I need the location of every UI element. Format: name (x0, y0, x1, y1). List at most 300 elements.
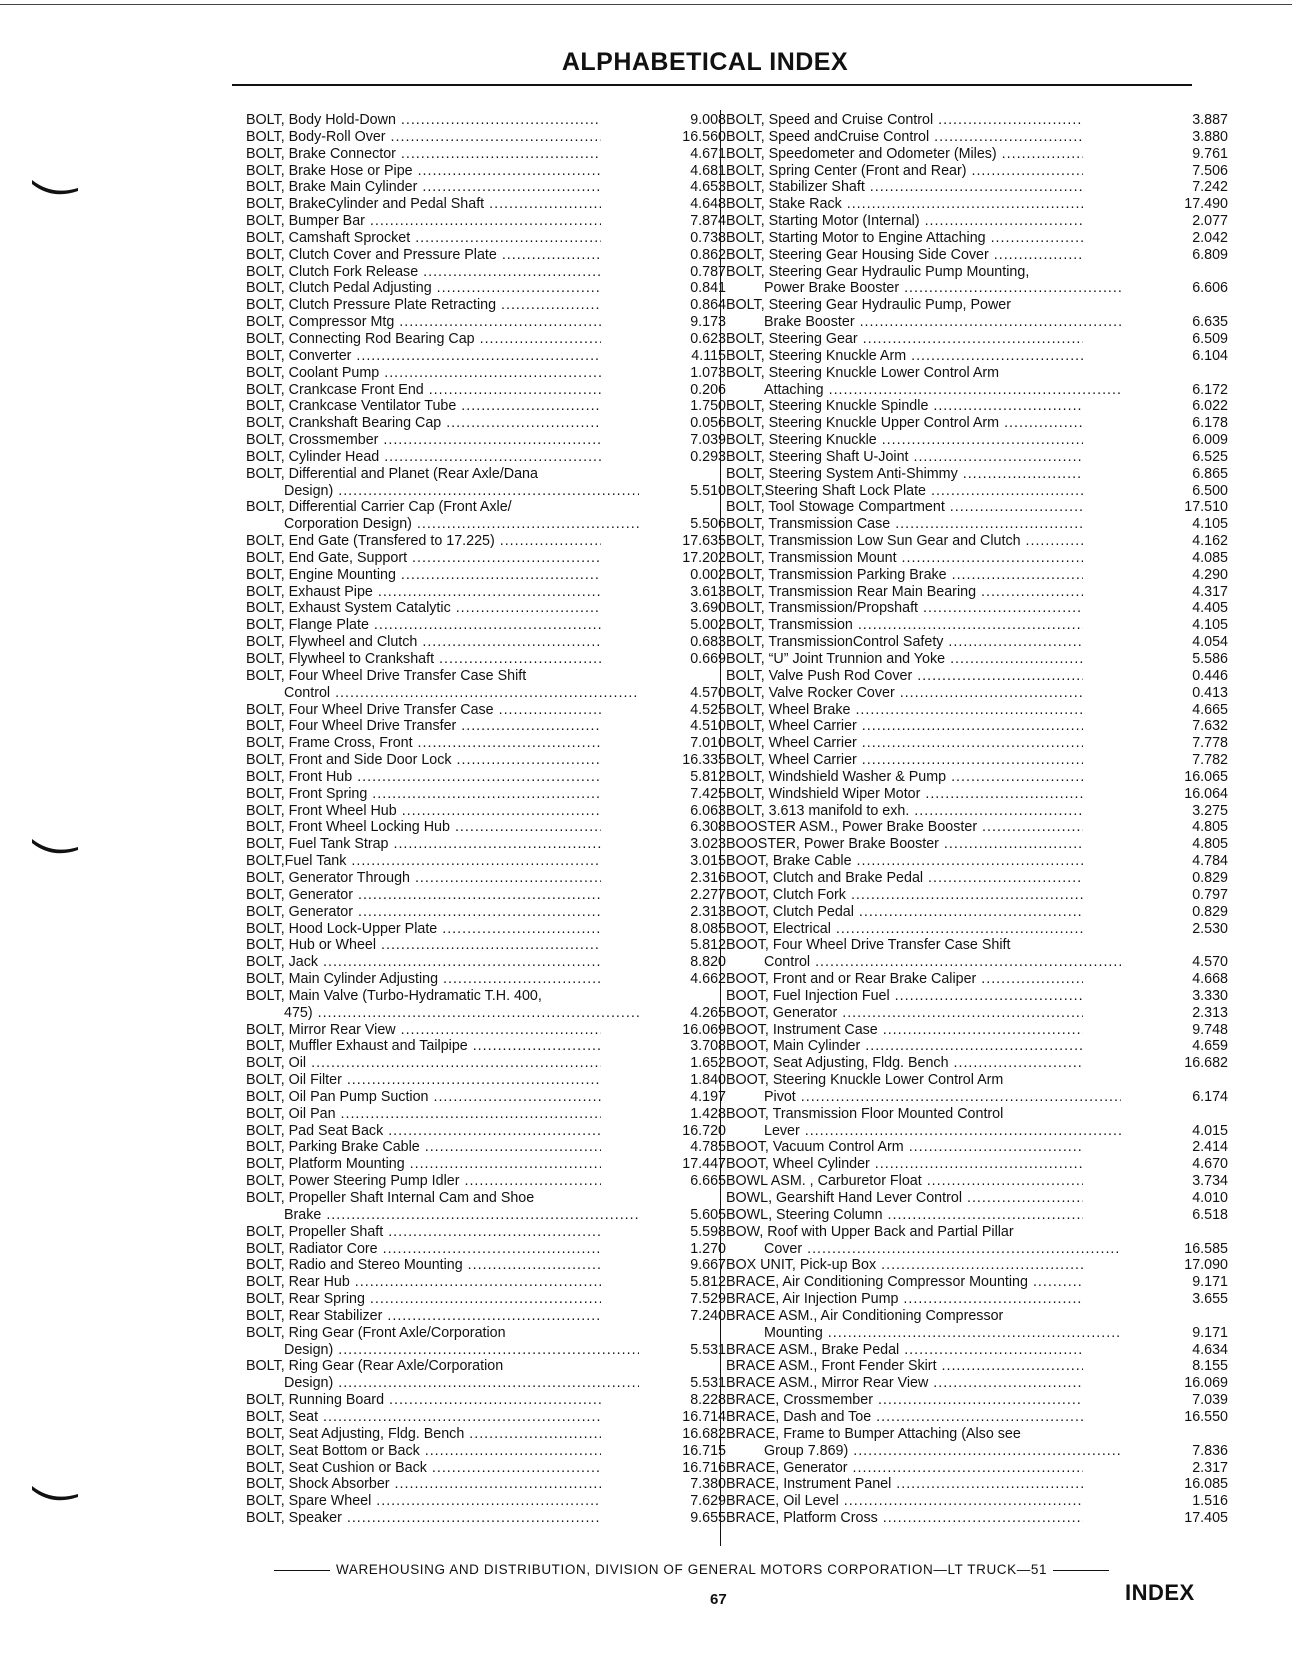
entry-reference-number: 0.841 (690, 280, 726, 297)
entry-label: BOLT, Stabilizer Shaft ..... (726, 179, 1083, 196)
index-column-left (246, 112, 726, 1527)
entry-reference-number: 6.809 (1192, 246, 1228, 263)
entry-reference-number: 7.629 (690, 1493, 726, 1510)
entry-reference-number: 4.015 (1192, 1122, 1228, 1139)
index-entry (246, 819, 726, 836)
index-entry (726, 768, 1228, 786)
index-entry (246, 684, 726, 702)
entry-reference-number: 3.613 (690, 583, 726, 600)
entry-reference-number: 4.405 (1192, 600, 1228, 617)
entry-label: BRACE, Air Injection Pump ..... (726, 1291, 1083, 1308)
index-entry (726, 264, 1176, 281)
entry-label: BOLT, Steering Knuckle Spindle ..... (726, 398, 1083, 415)
entry-reference-number: 6.178 (1192, 415, 1228, 432)
entry-label: BOLT, Differential Carrier Cap (Front Axle/ (246, 499, 512, 516)
entry-label: BOLT,Fuel Tank ..... (246, 853, 601, 870)
entry-reference-number: 1.428 (690, 1105, 726, 1122)
index-entry (726, 1055, 1228, 1072)
entry-label: BOLT, Propeller Shaft Internal Cam and Shoe (246, 1190, 535, 1206)
entry-label: BOLT, Front Spring ..... (246, 786, 601, 803)
entry-label: BOLT, Pad Seat Back ..... (246, 1123, 601, 1140)
entry-reference-number: 5.506 (690, 516, 726, 533)
index-entry (726, 1173, 1228, 1190)
entry-reference-number: 6.172 (1192, 381, 1228, 398)
index-entry (726, 600, 1228, 617)
entry-label: BOLT, Ring Gear (Rear Axle/Corporation (246, 1358, 504, 1375)
index-entry (246, 701, 726, 719)
entry-reference-number: 9.173 (690, 314, 726, 331)
index-entry (726, 1341, 1228, 1359)
index-entry (246, 1341, 726, 1359)
index-entry (726, 1442, 1228, 1460)
entry-label: BOLT, Transmission Case ..... (726, 516, 1083, 533)
index-entry (726, 1156, 1228, 1173)
index-entry (726, 196, 1228, 213)
entry-reference-number: 4.659 (1192, 1038, 1228, 1055)
entry-label: BOLT, Steering Shaft U-Joint ..... (726, 449, 1083, 466)
index-entry (726, 314, 1228, 331)
entry-reference-number: 6.525 (1192, 448, 1228, 465)
entry-label: BRACE, Frame to Bumper Attaching (Also see (726, 1425, 1021, 1442)
entry-reference-number: 0.206 (690, 381, 726, 398)
entry-label: BOLT, Seat Bottom or Back ..... (246, 1443, 601, 1460)
entry-reference-number: 0.829 (1192, 903, 1228, 920)
entry-reference-number: 9.171 (1192, 1274, 1228, 1291)
entry-reference-number: 7.240 (690, 1307, 726, 1324)
entry-reference-number: 0.683 (690, 634, 726, 651)
entry-reference-number: 3.023 (690, 836, 726, 853)
index-entry (726, 836, 1228, 853)
index-entry (726, 516, 1228, 533)
index-entry (246, 617, 726, 634)
entry-label: Control ..... (764, 954, 1121, 971)
index-entry (726, 937, 1176, 954)
entry-reference-number: 1.840 (690, 1072, 726, 1089)
index-entry (726, 971, 1228, 988)
entry-reference-number: 5.510 (690, 482, 726, 499)
index-entry (726, 415, 1228, 432)
entry-label: BOLT, Front and Side Door Lock ..... (246, 752, 601, 769)
entry-label: BOLT, Brake Connector ..... (246, 146, 601, 163)
entry-label: BOLT, Wheel Brake ..... (726, 702, 1083, 719)
entry-label: BOLT, Camshaft Sprocket ..... (246, 230, 601, 247)
entry-label: BOOT, Instrument Case ..... (726, 1022, 1083, 1039)
entry-label: BOWL, Gearshift Hand Lever Control ..... (726, 1190, 1083, 1207)
entry-reference-number: 6.509 (1192, 330, 1228, 347)
index-entry (246, 1358, 686, 1375)
entry-label: BOLT, Speaker ..... (246, 1510, 601, 1527)
entry-label: Brake ..... (284, 1207, 639, 1224)
entry-label: BOLT, Tool Stowage Compartment ..... (726, 499, 1083, 516)
entry-reference-number: 7.782 (1192, 752, 1228, 769)
entry-reference-number: 9.761 (1192, 145, 1228, 162)
entry-label: BOLT, Starting Motor (Internal) ..... (726, 213, 1083, 230)
index-entry (726, 213, 1228, 230)
entry-reference-number: 8.155 (1192, 1358, 1228, 1375)
index-entry (246, 1408, 726, 1426)
entry-reference-number: 7.425 (690, 785, 726, 802)
entry-label: BOLT, Four Wheel Drive Transfer Case ..... (246, 702, 601, 719)
entry-label: BOLT, Shock Absorber ..... (246, 1476, 601, 1493)
index-entry (246, 1493, 726, 1510)
index-entry (246, 954, 726, 971)
entry-label: Design) ..... (284, 1375, 639, 1392)
title-rule (232, 84, 1192, 86)
entry-label: Pivot ..... (764, 1089, 1121, 1106)
entry-label: BRACE, Air Conditioning Compressor Mounting ..... (726, 1274, 1083, 1291)
index-entry (246, 229, 726, 247)
index-entry (246, 768, 726, 786)
index-entry (726, 1122, 1228, 1140)
entry-reference-number: 6.009 (1192, 432, 1228, 449)
entry-reference-number: 17.490 (1184, 196, 1228, 213)
entry-reference-number: 4.570 (690, 684, 726, 701)
entry-label: BRACE, Crossmember ..... (726, 1392, 1083, 1409)
entry-reference-number: 17.510 (1184, 499, 1228, 516)
entry-label: BOLT, Generator ..... (246, 904, 601, 921)
index-entry (246, 179, 726, 196)
index-entry (726, 667, 1228, 685)
entry-label: BOW, Roof with Upper Back and Partial Pillar (726, 1223, 1014, 1240)
index-entry (726, 617, 1228, 634)
entry-label: Design) ..... (284, 1342, 639, 1359)
entry-label: BOLT, Stake Rack ..... (726, 196, 1083, 213)
footer-rule-left (274, 1570, 330, 1571)
entry-reference-number: 16.720 (682, 1122, 726, 1139)
entry-reference-number: 7.529 (690, 1291, 726, 1308)
index-entry (246, 651, 726, 668)
entry-label: BOLT, Steering Knuckle ..... (726, 432, 1083, 449)
index-entry (246, 1325, 686, 1342)
entry-reference-number: 4.265 (690, 1004, 726, 1021)
entry-reference-number: 5.531 (690, 1341, 726, 1358)
entry-reference-number: 3.734 (1192, 1173, 1228, 1190)
index-entry (726, 246, 1228, 264)
index-entry (246, 112, 726, 129)
index-entry (246, 297, 726, 314)
entry-reference-number: 1.516 (1192, 1493, 1228, 1510)
entry-label: BOLT, Transmission Rear Main Bearing ..... (726, 584, 1083, 601)
entry-label: BOLT, Steering Gear Hydraulic Pump Mounting, (726, 263, 1030, 280)
binder-hole-mark (30, 176, 80, 198)
index-entry (246, 1291, 726, 1308)
section-label: INDEX (1125, 1580, 1195, 1605)
entry-reference-number: 0.293 (690, 448, 726, 465)
index-entry (726, 1139, 1228, 1156)
entry-reference-number: 2.313 (690, 903, 726, 920)
entry-reference-number: 4.105 (1192, 617, 1228, 634)
entry-label: BOLT, Flywheel and Clutch ..... (246, 634, 601, 651)
index-entry (246, 1156, 726, 1173)
index-entry (726, 347, 1228, 365)
index-entry (246, 903, 726, 921)
index-entry (246, 347, 726, 365)
entry-label: BOLT, Platform Mounting ..... (246, 1156, 601, 1173)
index-entry (726, 718, 1228, 735)
entry-label: BOLT, Generator Through ..... (246, 870, 601, 887)
index-entry (246, 549, 726, 567)
entry-reference-number: 3.275 (1192, 802, 1228, 819)
entry-reference-number: 17.447 (682, 1156, 726, 1173)
index-entry (246, 1476, 726, 1493)
entry-label: BOLT, Transmission Mount ..... (726, 550, 1083, 567)
index-entry (726, 1426, 1176, 1443)
entry-reference-number: 4.648 (690, 196, 726, 213)
entry-label: BOLT, Speed and Cruise Control ..... (726, 112, 1083, 129)
entry-label: BOLT, Main Cylinder Adjusting ..... (246, 971, 601, 988)
entry-reference-number: 4.570 (1192, 954, 1228, 971)
entry-label: BOLT, Power Steering Pump Idler ..... (246, 1173, 601, 1190)
entry-reference-number: 4.681 (690, 162, 726, 179)
entry-label: BOLT, Rear Stabilizer ..... (246, 1308, 601, 1325)
entry-reference-number: 6.174 (1192, 1088, 1228, 1105)
index-entry (246, 1375, 726, 1392)
index-entry (726, 1510, 1228, 1527)
index-entry (726, 432, 1228, 449)
index-entry (246, 1055, 726, 1072)
index-entry (726, 1038, 1228, 1055)
entry-reference-number: 4.785 (690, 1139, 726, 1156)
entry-label: BOLT, Seat ..... (246, 1409, 601, 1426)
top-edge-rule (0, 4, 1292, 5)
index-column-right (726, 112, 1228, 1527)
index-entry (726, 651, 1228, 668)
index-entry (726, 280, 1228, 297)
entry-reference-number: 2.414 (1192, 1139, 1228, 1156)
entry-label: BRACE, Dash and Toe ..... (726, 1409, 1083, 1426)
entry-reference-number: 16.335 (682, 752, 726, 769)
index-entry (246, 836, 726, 853)
entry-reference-number: 16.550 (1184, 1408, 1228, 1425)
entry-label: BOLT, Radio and Stereo Mounting ..... (246, 1257, 601, 1274)
entry-label: BOLT, Wheel Carrier ..... (726, 752, 1083, 769)
index-entry (726, 533, 1228, 550)
index-entry (726, 903, 1228, 921)
entry-reference-number: 0.787 (690, 263, 726, 280)
entry-reference-number: 1.652 (690, 1055, 726, 1072)
index-entry (246, 1257, 726, 1274)
entry-label: Mounting ..... (764, 1325, 1121, 1342)
entry-label: BOLT, Frame Cross, Front ..... (246, 735, 601, 752)
entry-label: BOOT, Four Wheel Drive Transfer Case Shift (726, 937, 1011, 954)
index-entry (246, 415, 726, 432)
entry-reference-number: 3.887 (1192, 112, 1228, 128)
index-entry (246, 1240, 726, 1258)
index-entry (246, 600, 726, 617)
entry-reference-number: 3.330 (1192, 987, 1228, 1004)
entry-reference-number: 4.290 (1192, 566, 1228, 583)
entry-reference-number: 9.008 (690, 112, 726, 128)
entry-label: BOLT, Coolant Pump ..... (246, 365, 601, 382)
entry-reference-number: 2.277 (690, 886, 726, 903)
index-entry (246, 128, 726, 146)
entry-reference-number: 6.518 (1192, 1206, 1228, 1223)
entry-label: Group 7.869) ..... (764, 1443, 1121, 1460)
entry-reference-number: 5.531 (690, 1375, 726, 1392)
index-entry (726, 1190, 1228, 1207)
index-entry (246, 466, 686, 483)
entry-reference-number: 4.662 (690, 971, 726, 988)
index-entry (246, 752, 726, 769)
index-entry (246, 1223, 726, 1241)
index-entry (246, 162, 726, 180)
index-entry (726, 229, 1228, 247)
entry-reference-number: 3.655 (1192, 1291, 1228, 1308)
index-entry (726, 549, 1228, 567)
entry-reference-number: 4.197 (690, 1088, 726, 1105)
index-entry (246, 869, 726, 887)
index-entry (726, 1459, 1228, 1477)
index-entry (726, 987, 1228, 1005)
index-entry (726, 1106, 1176, 1123)
entry-label: BOLT, Transmission Parking Brake ..... (726, 567, 1083, 584)
entry-label: BOLT, Front Wheel Locking Hub ..... (246, 819, 601, 836)
entry-reference-number: 2.042 (1192, 229, 1228, 246)
index-entry (246, 718, 726, 735)
index-entry (726, 1358, 1228, 1375)
index-entry (246, 1190, 686, 1207)
entry-reference-number: 16.064 (1184, 785, 1228, 802)
index-entry (246, 988, 686, 1005)
entry-label: BOLT, Differential and Planet (Rear Axle/Dana (246, 465, 538, 482)
entry-reference-number: 7.039 (1192, 1392, 1228, 1409)
index-entry (726, 1004, 1228, 1022)
entry-reference-number: 4.525 (690, 701, 726, 718)
index-entry (246, 432, 726, 449)
index-entry (726, 920, 1228, 938)
entry-label: BOLT, Speed andCruise Control ..... (726, 129, 1083, 146)
entry-label: BOLT, Bumper Bar ..... (246, 213, 601, 230)
entry-label: BOOSTER, Power Brake Booster ..... (726, 836, 1083, 853)
entry-label: BOLT, Radiator Core ..... (246, 1241, 601, 1258)
index-entry (246, 853, 726, 870)
entry-label: BOLT, Exhaust System Catalytic ..... (246, 600, 601, 617)
entry-reference-number: 6.308 (690, 819, 726, 836)
entry-reference-number: 7.242 (1192, 179, 1228, 196)
index-entry (246, 1425, 726, 1443)
entry-reference-number: 5.812 (690, 1274, 726, 1291)
index-entry (726, 802, 1228, 820)
entry-label: BOLT, Muffler Exhaust and Tailpipe ..... (246, 1038, 601, 1055)
entry-reference-number: 4.054 (1192, 634, 1228, 651)
index-entry (726, 330, 1228, 348)
entry-label: BOOT, Clutch Pedal ..... (726, 904, 1083, 921)
index-entry (246, 566, 726, 584)
index-entry (246, 1206, 726, 1224)
entry-reference-number: 0.446 (1192, 667, 1228, 684)
index-entry (726, 398, 1228, 415)
index-entry (726, 112, 1228, 129)
index-entry (246, 280, 726, 297)
entry-reference-number: 6.104 (1192, 347, 1228, 364)
entry-label: BOWL ASM. , Carburetor Float ..... (726, 1173, 1083, 1190)
column-divider (720, 110, 721, 1546)
entry-reference-number: 6.865 (1192, 465, 1228, 482)
index-entry (246, 1004, 726, 1022)
entry-reference-number: 6.665 (690, 1173, 726, 1190)
entry-label: BOOT, Front and or Rear Brake Caliper ..... (726, 971, 1083, 988)
index-entry (246, 1088, 726, 1106)
index-entry (726, 1240, 1228, 1258)
entry-label: BOLT, Starting Motor to Engine Attaching ..... (726, 230, 1083, 247)
entry-label: BOLT, Front Wheel Hub ..... (246, 803, 601, 820)
index-entry (726, 448, 1228, 466)
entry-label: Control ..... (284, 685, 639, 702)
entry-reference-number: 0.738 (690, 229, 726, 246)
index-entry (726, 1308, 1176, 1325)
entry-label: BOLT, Running Board ..... (246, 1392, 601, 1409)
entry-reference-number: 1.073 (690, 364, 726, 381)
index-entry (246, 1038, 726, 1055)
entry-label: Brake Booster ..... (764, 314, 1121, 331)
entry-reference-number: 6.606 (1192, 280, 1228, 297)
entry-label: BOLT, Brake Main Cylinder ..... (246, 179, 601, 196)
entry-reference-number: 3.880 (1192, 128, 1228, 145)
entry-label: BOLT, Body Hold-Down ..... (246, 112, 601, 129)
entry-label: BOLT, Windshield Washer & Pump ..... (726, 769, 1083, 786)
entry-label: BOLT, Brake Hose or Pipe ..... (246, 163, 601, 180)
entry-label: BOLT, Crossmember ..... (246, 432, 601, 449)
entry-reference-number: 4.668 (1192, 971, 1228, 988)
index-entry (726, 583, 1228, 601)
index-entry (246, 1510, 726, 1527)
entry-reference-number: 16.716 (682, 1459, 726, 1476)
entry-label: BRACE ASM., Mirror Rear View ..... (726, 1375, 1083, 1392)
entry-reference-number: 2.313 (1192, 1004, 1228, 1021)
entry-label: BOLT, Transmission ..... (726, 617, 1083, 634)
entry-label: BOLT, Oil Pan Pump Suction ..... (246, 1089, 601, 1106)
index-entry (726, 1224, 1176, 1241)
entry-label: BOLT, Engine Mounting ..... (246, 567, 601, 584)
entry-reference-number: 2.530 (1192, 920, 1228, 937)
index-entry (246, 668, 686, 685)
entry-reference-number: 9.171 (1192, 1324, 1228, 1341)
entry-label: BRACE, Generator ..... (726, 1460, 1083, 1477)
entry-reference-number: 5.598 (690, 1223, 726, 1240)
entry-reference-number: 16.065 (1184, 768, 1228, 785)
entry-reference-number: 16.069 (1184, 1375, 1228, 1392)
entry-label: BOLT, Steering Gear ..... (726, 331, 1083, 348)
entry-label: BOLT, Wheel Carrier ..... (726, 718, 1083, 735)
entry-reference-number: 3.015 (690, 853, 726, 870)
entry-reference-number: 4.317 (1192, 583, 1228, 600)
entry-label: BOLT, Main Valve (Turbo-Hydramatic T.H. 400, (246, 987, 542, 1004)
entry-reference-number: 17.090 (1184, 1257, 1228, 1274)
index-entry (726, 381, 1228, 399)
index-entry (246, 516, 726, 533)
entry-label: BOX UNIT, Pick-up Box ..... (726, 1257, 1083, 1274)
index-entry (726, 853, 1228, 870)
index-entry (246, 1173, 726, 1190)
entry-label: BOLT, Hood Lock-Upper Plate ..... (246, 921, 601, 938)
entry-label: BOLT, Speedometer and Odometer (Miles) ..... (726, 146, 1083, 163)
entry-reference-number: 4.634 (1192, 1341, 1228, 1358)
index-entry (246, 246, 726, 264)
entry-label: BOLT, Jack ..... (246, 954, 601, 971)
entry-label: BOLT, Steering Knuckle Upper Control Arm ..... (726, 415, 1083, 432)
entry-reference-number: 4.653 (690, 179, 726, 196)
index-entry (726, 1392, 1228, 1409)
entry-reference-number: 4.784 (1192, 853, 1228, 870)
entry-reference-number: 2.316 (690, 869, 726, 886)
entry-label: BOLT, Windshield Wiper Motor ..... (726, 786, 1083, 803)
entry-label: BRACE, Platform Cross ..... (726, 1510, 1083, 1527)
entry-label: BOLT, Steering Knuckle Lower Control Arm (726, 364, 1000, 381)
entry-reference-number: 7.778 (1192, 735, 1228, 752)
entry-label: BOLT, Seat Cushion or Back ..... (246, 1460, 601, 1477)
entry-label: BOLT, Parking Brake Cable ..... (246, 1139, 601, 1156)
index-entry (726, 179, 1228, 196)
